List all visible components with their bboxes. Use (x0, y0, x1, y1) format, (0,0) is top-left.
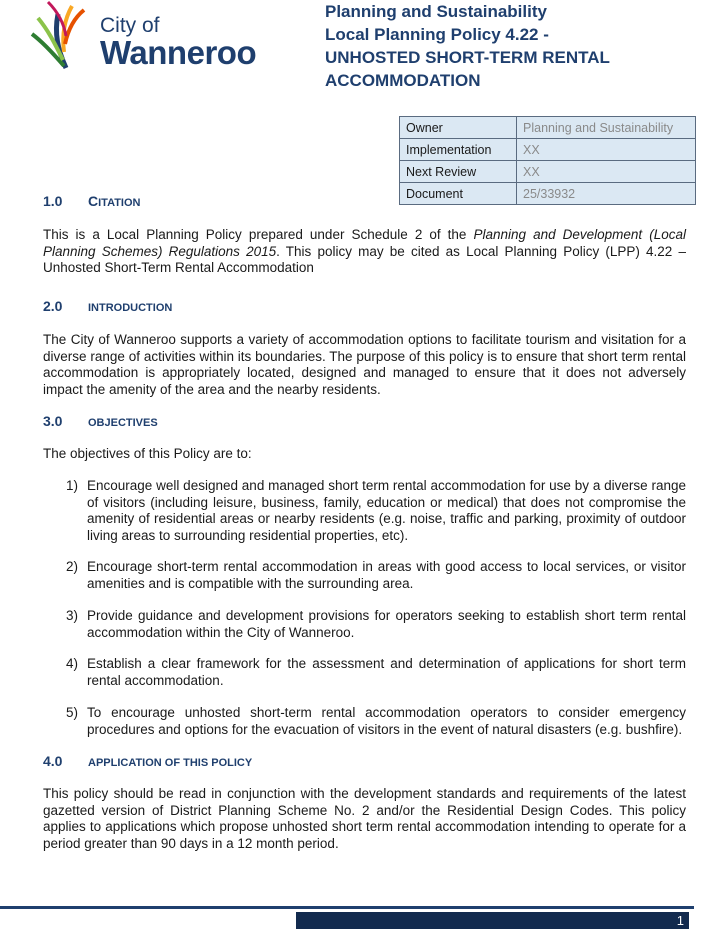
section-heading-introduction (43, 298, 172, 316)
title-line: Local Planning Policy 4.22 - (325, 25, 549, 44)
title-line: Planning and Sustainability (325, 2, 547, 21)
objectives-intro: The objectives of this Policy are to: (43, 446, 252, 461)
citation-text: This is a Local Planning Policy prepared under Schedule 2 of the (43, 227, 474, 242)
table-row (400, 183, 696, 205)
document-title (325, 0, 695, 92)
table-row (400, 139, 696, 161)
list-number: 3) (66, 608, 79, 623)
footer-bar (296, 912, 689, 929)
list-number: 4) (66, 656, 79, 671)
section-label: OBJECTIVES (88, 417, 158, 429)
heading-rest: ITATION (98, 197, 141, 209)
meta-key: Owner (400, 117, 517, 139)
section-number: 3.0 (43, 413, 63, 429)
introduction-paragraph: The City of Wanneroo supports a variety of accommodation options to facilitate tourism and visitation for a diverse range of activities within its boundaries. The purpose of this policy is to ensure that short term rental accommodation is appropriately located, designed and managed to ensure that it does not adversely impact the amenity of the area and the nearby residents. (43, 332, 686, 397)
meta-key: Implementation (400, 139, 517, 161)
meta-key: Next Review (400, 161, 517, 183)
citation-paragraph (43, 227, 686, 277)
application-paragraph: This policy should be read in conjunction with the development standards and requirements of the latest gazetted version of District Planning Scheme No. 2 and/or the Residential Design Codes. This policy applies to applications which propose unhosted short term rental accommodation intending to operate for a period greater than 90 days in a 12 month period. (43, 786, 686, 851)
list-item (66, 559, 686, 592)
section-heading-objectives (43, 413, 158, 431)
meta-value: XX (517, 161, 696, 183)
section-heading-citation (43, 193, 141, 211)
logo-wanneroo: Wanneroo (100, 34, 257, 71)
section-label: APPLICATION OF THIS POLICY (88, 757, 253, 769)
list-item (66, 478, 686, 544)
list-text: Provide guidance and development provisions for operators seeking to establish short term rental accommodation within the City of Wanneroo. (87, 608, 686, 640)
meta-value: 25/33932 (517, 183, 696, 205)
city-of-wanneroo-logo (28, 0, 257, 72)
heading-initial: C (88, 193, 99, 209)
citation-regulation: Planning and Development (Local Planning Schemes) Regulations 2015 (43, 227, 686, 259)
meta-value: XX (517, 139, 696, 161)
list-number: 1) (66, 478, 79, 493)
logo-city-of: City of (100, 14, 160, 37)
section-number: 2.0 (43, 298, 63, 314)
list-text: To encourage unhosted short-term rental accommodation operators to consider emergency procedures and options for the evacuation of visitors in the event of natural disasters (e.g. bushfire). (87, 705, 686, 737)
list-text: Encourage well designed and managed short term rental accommodation for use by a diverse range of visitors (including leisure, business, family, education or medical) that does not compromise the amenity of residential areas or nearby residents (e.g. noise, traffic and parking, proximity of outdoor living areas to surrounding residential properties, etc). (87, 478, 686, 543)
section-label: INTRODUCTION (88, 302, 173, 314)
list-number: 2) (66, 559, 79, 574)
section-number: 1.0 (43, 193, 63, 209)
policy-metadata-table (399, 116, 696, 205)
page-number: 1 (676, 913, 684, 928)
list-item (66, 608, 686, 641)
list-text: Establish a clear framework for the assessment and determination of applications for short term rental accommodation. (87, 656, 686, 688)
list-text: Encourage short-term rental accommodation in areas with good access to local services, or visitor amenities and is compatible with the surrounding area. (87, 559, 686, 591)
section-number: 4.0 (43, 753, 63, 769)
table-row (400, 161, 696, 183)
list-item (66, 656, 686, 689)
table-row (400, 117, 696, 139)
citation-text-end: . This policy may be cited as Local Planning Policy (LPP) 4.22 – Unhosted Short-Term Rental Accommodation (43, 243, 686, 275)
list-number: 5) (66, 705, 79, 720)
list-item (66, 705, 686, 738)
footer-divider (0, 906, 694, 909)
title-line: UNHOSTED SHORT-TERM RENTAL (325, 48, 610, 67)
section-heading-application (43, 753, 252, 771)
meta-key: Document (400, 183, 517, 205)
meta-value: Planning and Sustainability (517, 117, 696, 139)
logo-mark-icon (28, 0, 88, 72)
title-line: ACCOMMODATION (325, 71, 481, 90)
